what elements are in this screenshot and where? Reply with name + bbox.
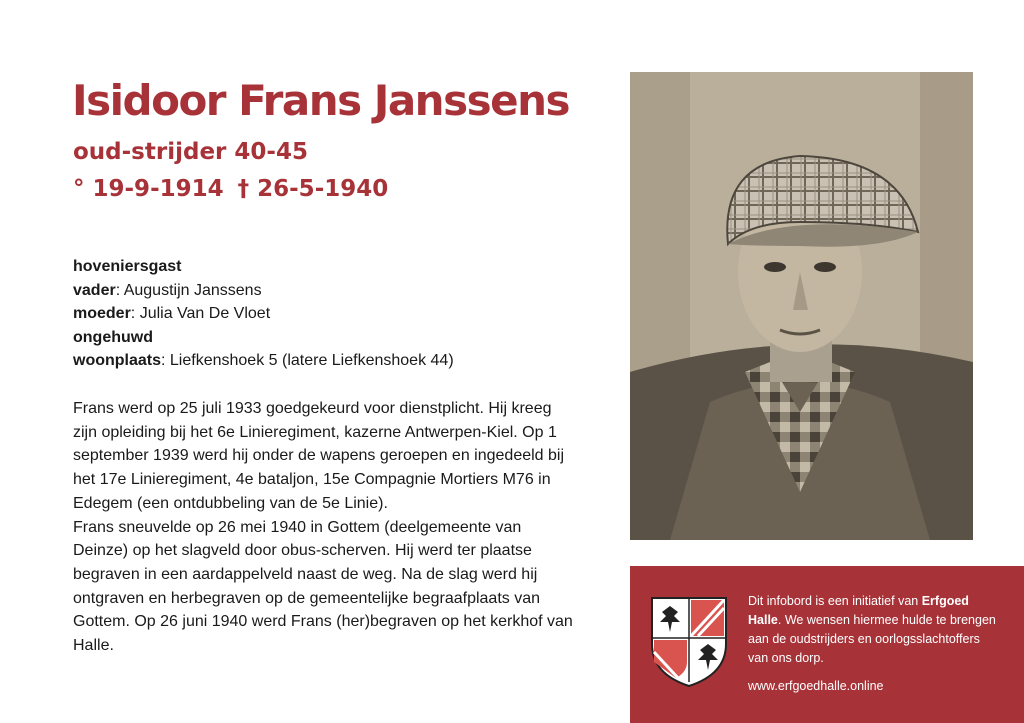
birth-date: ° 19-9-1914 xyxy=(73,176,224,202)
mother-value: : Julia Van De Vloet xyxy=(130,305,271,322)
residence-value: : Liefkenshoek 5 (latere Liefkenshoek 44) xyxy=(161,352,454,369)
fact-occupation xyxy=(73,255,593,279)
residence-label: woonplaats xyxy=(73,352,162,369)
organisation-name: Erfgoed Halle xyxy=(748,594,969,627)
fact-mother xyxy=(73,302,593,326)
life-dates xyxy=(73,176,388,202)
biography-paragraph: Frans werd op 25 juli 1933 goedgekeurd voor dienstplicht. Hij kreeg zijn opleiding bij het 6e Linieregiment, kazerne Antwerpen-Kiel. Op 1 september 1939 werd hij onder de wapens geroepen en ingedeeld bij het 17e Linieregiment, 4e bataljon, 15e Compagnie Mortiers M76 in Edegem (een ontdubbeling van de 5e Linie). xyxy=(73,400,565,512)
marital-status: ongehuwd xyxy=(73,328,153,346)
personal-facts xyxy=(73,255,593,373)
person-role: oud-strijder 40-45 xyxy=(73,139,308,165)
coat-of-arms-icon xyxy=(648,592,730,688)
panel-text-after: . We wensen hiermee hulde te brengen aan de oudstrijders en oorlogsslachtoffers van ons dorp. xyxy=(748,613,996,665)
portrait-photo xyxy=(630,72,973,540)
fact-residence xyxy=(73,349,593,373)
father-label: vader xyxy=(73,281,116,299)
biography xyxy=(73,397,573,658)
fact-father xyxy=(73,279,593,303)
person-name: Isidoor Frans Janssens xyxy=(72,76,569,125)
fact-marital-status xyxy=(73,326,593,350)
occupation: hoveniersgast xyxy=(73,258,182,275)
mother-label: moeder xyxy=(73,305,131,322)
website-url[interactable]: www.erfgoedhalle.online xyxy=(748,679,884,693)
info-panel xyxy=(630,566,1024,723)
biography-paragraph: Frans sneuvelde op 26 mei 1940 in Gottem (deelgemeente van Deinze) op het slagveld door obus-scherven. Hij werd ter plaatse begraven in een aardappelveld naast de weg. Na de slag werd hij ontgraven en herbegraven op de gemeentelijke begraafplaats van Gottem. Op 26 juni 1940 werd Frans (her)begraven op het kerkhof van Halle. xyxy=(73,518,573,655)
panel-text-before: Dit infobord is een initiatief van xyxy=(748,594,922,608)
father-value: : Augustijn Janssens xyxy=(115,281,262,299)
panel-description xyxy=(748,592,998,668)
death-date: † 26-5-1940 xyxy=(237,176,389,202)
portrait-illustration xyxy=(630,72,973,540)
